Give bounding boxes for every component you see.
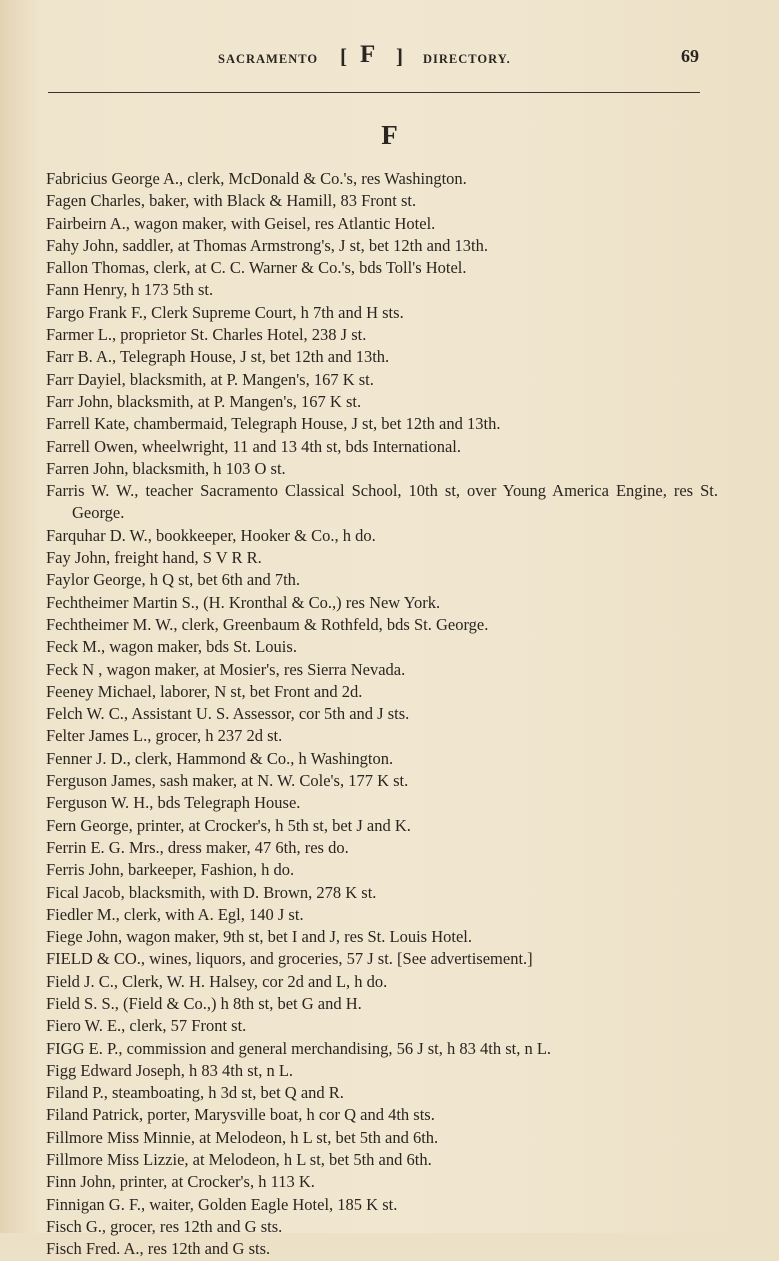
directory-entry: Ferrin E. G. Mrs., dress maker, 47 6th, res do. [46,837,349,857]
directory-entry: Fenner J. D., clerk, Hammond & Co., h Washington. [46,748,394,768]
directory-entry: FIGG E. P., commission and general merchandising, 56 J st, h 83 4th st, n L. [46,1038,552,1058]
directory-entry: Fern George, printer, at Crocker's, h 5th st, bet J and K. [46,815,411,835]
directory-entry: Fillmore Miss Minnie, at Melodeon, h L st, bet 5th and 6th. [46,1127,439,1147]
directory-entries [46,168,718,1261]
section-letter: F [381,120,398,150]
directory-entry: Finn John, printer, at Crocker's, h 113 K. [46,1172,315,1192]
directory-entry: Figg Edward Joseph, h 83 4th st, n L. [46,1060,294,1080]
directory-entry: Farrell Owen, wheelwright, 11 and 13 4th st, bds International. [46,436,462,456]
directory-entry: Ferris John, barkeeper, Fashion, h do. [46,860,295,880]
directory-entry: Finnigan G. F., waiter, Golden Eagle Hotel, 185 K st. [46,1194,398,1214]
directory-entry: Fagen Charles, baker, with Black & Hamill, 83 Front st. [46,191,417,211]
directory-entry: Farris W. W., teacher Sacramento Classical School, 10th st, over Young America Engine, res St. George. [46,481,718,523]
directory-entry: Felter James L., grocer, h 237 2d st. [46,726,283,746]
directory-entry: Fahy John, saddler, at Thomas Armstrong's, J st, bet 12th and 13th. [46,235,488,255]
directory-entry: Fay John, freight hand, S V R R. [46,548,262,568]
directory-entry: Ferguson W. H., bds Telegraph House. [46,793,301,813]
directory-entry: Farrell Kate, chambermaid, Telegraph House, J st, bet 12th and 13th. [46,414,501,434]
directory-entry: Ferguson James, sash maker, at N. W. Cole's, 177 K st. [46,771,409,791]
directory-entry: Faylor George, h Q st, bet 6th and 7th. [46,570,301,590]
header-bracket-close: ] [396,44,403,68]
directory-entry: Field J. C., Clerk, W. H. Halsey, cor 2d and L, h do. [46,971,388,991]
directory-entry: Farmer L., proprietor St. Charles Hotel, 238 J st. [46,325,367,345]
page-number: 69 [681,46,699,66]
directory-entry: Fechtheimer M. W., clerk, Greenbaum & Rothfeld, bds St. George. [46,614,489,634]
directory-entry: Farr John, blacksmith, at P. Mangen's, 167 K st. [46,391,362,411]
directory-entry: Fargo Frank F., Clerk Supreme Court, h 7th and H sts. [46,302,404,322]
directory-entry: Fabricius George A., clerk, McDonald & Co.'s, res Washington. [46,169,467,188]
directory-entry: Fiero W. E., clerk, 57 Front st. [46,1016,247,1036]
directory-entry: Fiege John, wagon maker, 9th st, bet I and J, res St. Louis Hotel. [46,927,472,947]
running-header [0,41,779,74]
directory-entry: Feck N , wagon maker, at Mosier's, res Sierra Nevada. [46,659,406,679]
directory-entry: Fallon Thomas, clerk, at C. C. Warner & Co.'s, bds Toll's Hotel. [46,258,467,278]
directory-entry: Felch W. C., Assistant U. S. Assessor, cor 5th and J sts. [46,704,410,724]
header-city: SACRAMENTO [218,52,319,66]
header-rule [48,92,700,93]
header-directory: DIRECTORY. [423,52,511,66]
directory-entry: Feck M., wagon maker, bds St. Louis. [46,637,297,657]
directory-entry: Fisch G., grocer, res 12th and G sts. [46,1216,283,1236]
header-letter: F [360,41,376,68]
directory-entry: Fical Jacob, blacksmith, with D. Brown, 278 K st. [46,882,377,902]
directory-entry: Farr B. A., Telegraph House, J st, bet 12th and 13th. [46,347,390,367]
directory-entry: Fiedler M., clerk, with A. Egl, 140 J st. [46,904,304,924]
directory-entry: Fann Henry, h 173 5th st. [46,280,214,300]
directory-entry: Feeney Michael, laborer, N st, bet Front and 2d. [46,681,363,701]
directory-entry: Farren John, blacksmith, h 103 O st. [46,458,286,478]
directory-entry: FIELD & CO., wines, liquors, and groceries, 57 J st. [See advertisement.] [46,949,533,969]
directory-entry: Field S. S., (Field & Co.,) h 8th st, bet G and H. [46,993,362,1013]
directory-entry: Fechtheimer Martin S., (H. Kronthal & Co.,) res New York. [46,592,441,612]
directory-entry: Fairbeirn A., wagon maker, with Geisel, res Atlantic Hotel. [46,213,436,233]
header-bracket-open: [ [340,44,347,68]
directory-entry: Filand Patrick, porter, Marysville boat, h cor Q and 4th sts. [46,1105,435,1125]
directory-entry: Farquhar D. W., bookkeeper, Hooker & Co., h do. [46,525,376,545]
directory-entry: Fillmore Miss Lizzie, at Melodeon, h L st, bet 5th and 6th. [46,1150,432,1170]
directory-entry: Fisch Fred. A., res 12th and G sts. [46,1239,271,1259]
directory-entry: Farr Dayiel, blacksmith, at P. Mangen's, 167 K st. [46,369,374,389]
directory-entry: Filand P., steamboating, h 3d st, bet Q and R. [46,1083,344,1103]
